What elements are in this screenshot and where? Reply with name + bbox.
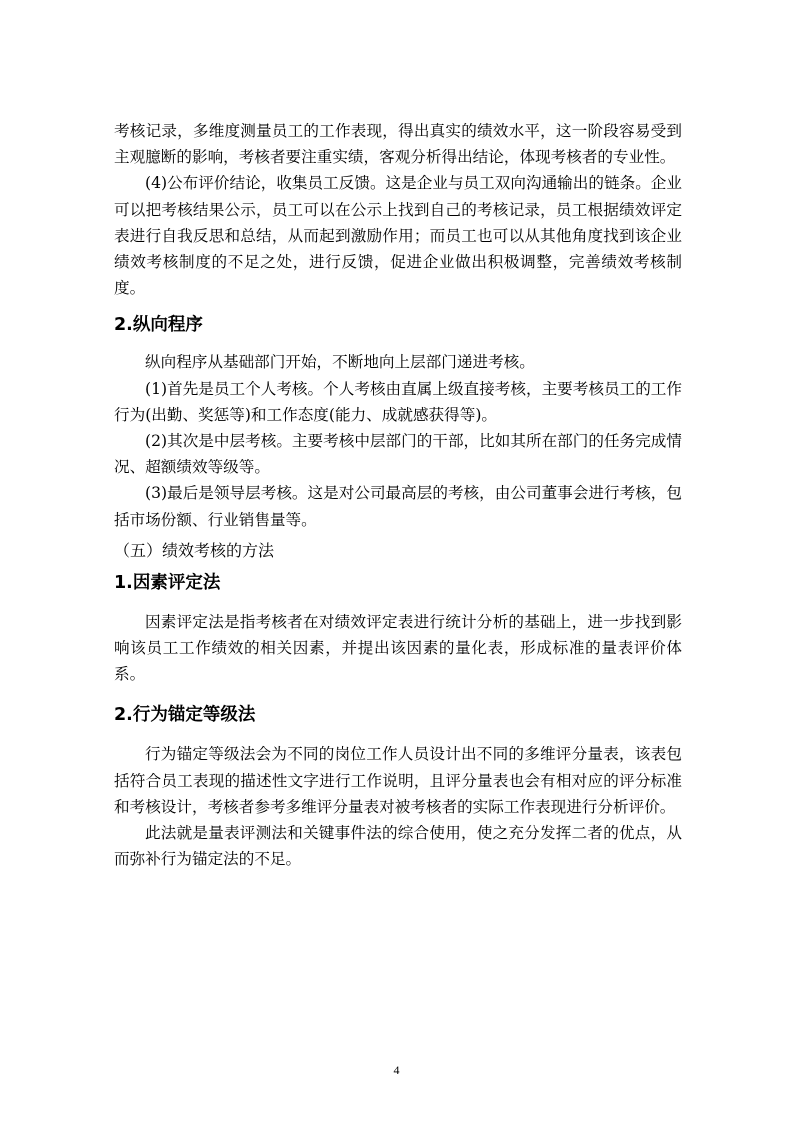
paragraph-employee-assessment: (1)首先是员工个人考核。个人考核由直属上级直接考核，主要考核员工的工作行为(出勤、奖惩等)和工作态度(能力、成就感获得等)。 [114,379,682,424]
paragraph-vertical-intro: 纵向程序从基础部门开始，不断地向上层部门递进考核。 [145,353,535,372]
heading-bars-method: 2.行为锚定等级法 [114,705,256,726]
page-number: 4 [393,1063,400,1077]
paragraph-bars-summary: 此法就是量表评测法和关键事件法的综合使用，使之充分发挥二者的优点，从而弥补行为锚定法的不足。 [114,824,682,869]
heading-assessment-methods: （五）绩效考核的方法 [114,540,275,560]
paragraph-middle-assessment: (2)其次是中层考核。主要考核中层部门的干部，比如其所在部门的任务完成情况、超额绩效等级等。 [114,432,682,477]
heading-factor-method: 1.因素评定法 [114,572,221,593]
paragraph-leadership-assessment: (3)最后是领导层考核。这是对公司最高层的考核，由公司董事会进行考核，包括市场份额、行业销售量等。 [114,484,682,529]
document-body [114,112,682,872]
paragraph-factor-method: 因素评定法是指考核者在对绩效评定表进行统计分析的基础上，进一步找到影响该员工工作绩效的相关因素，并提出该因素的量化表，形成标准的量表评价体系。 [114,612,682,684]
paragraph-record: 考核记录，多维度测量员工的工作表现，得出真实的绩效水平，这一阶段容易受到主观臆断的影响，考核者要注重实绩，客观分析得出结论，体现考核者的专业性。 [114,122,682,167]
paragraph-bars-method: 行为锚定等级法会为不同的岗位工作人员设计出不同的多维评分量表，该表包括符合员工表现的描述性文字进行工作说明，且评分量表也会有相对应的评分标准和考核设计，考核者参考多维评分量表对被考核者的实际工作表现进行分析评价。 [114,745,682,816]
heading-vertical-procedure: 2.纵向程序 [114,315,203,336]
paragraph-publish-results: (4)公布评价结论，收集员工反馈。这是企业与员工双向沟通输出的链条。企业可以把考核结果公示，员工可以在公示上找到自己的考核记录，员工根据绩效评定表进行自我反思和总结，从而起到激励作用；而员工也可以从其他角度找到该企业绩效考核制度的不足之处，进行反馈，促进企业做出积极调整，完善绩效考核制度。 [114,174,682,298]
